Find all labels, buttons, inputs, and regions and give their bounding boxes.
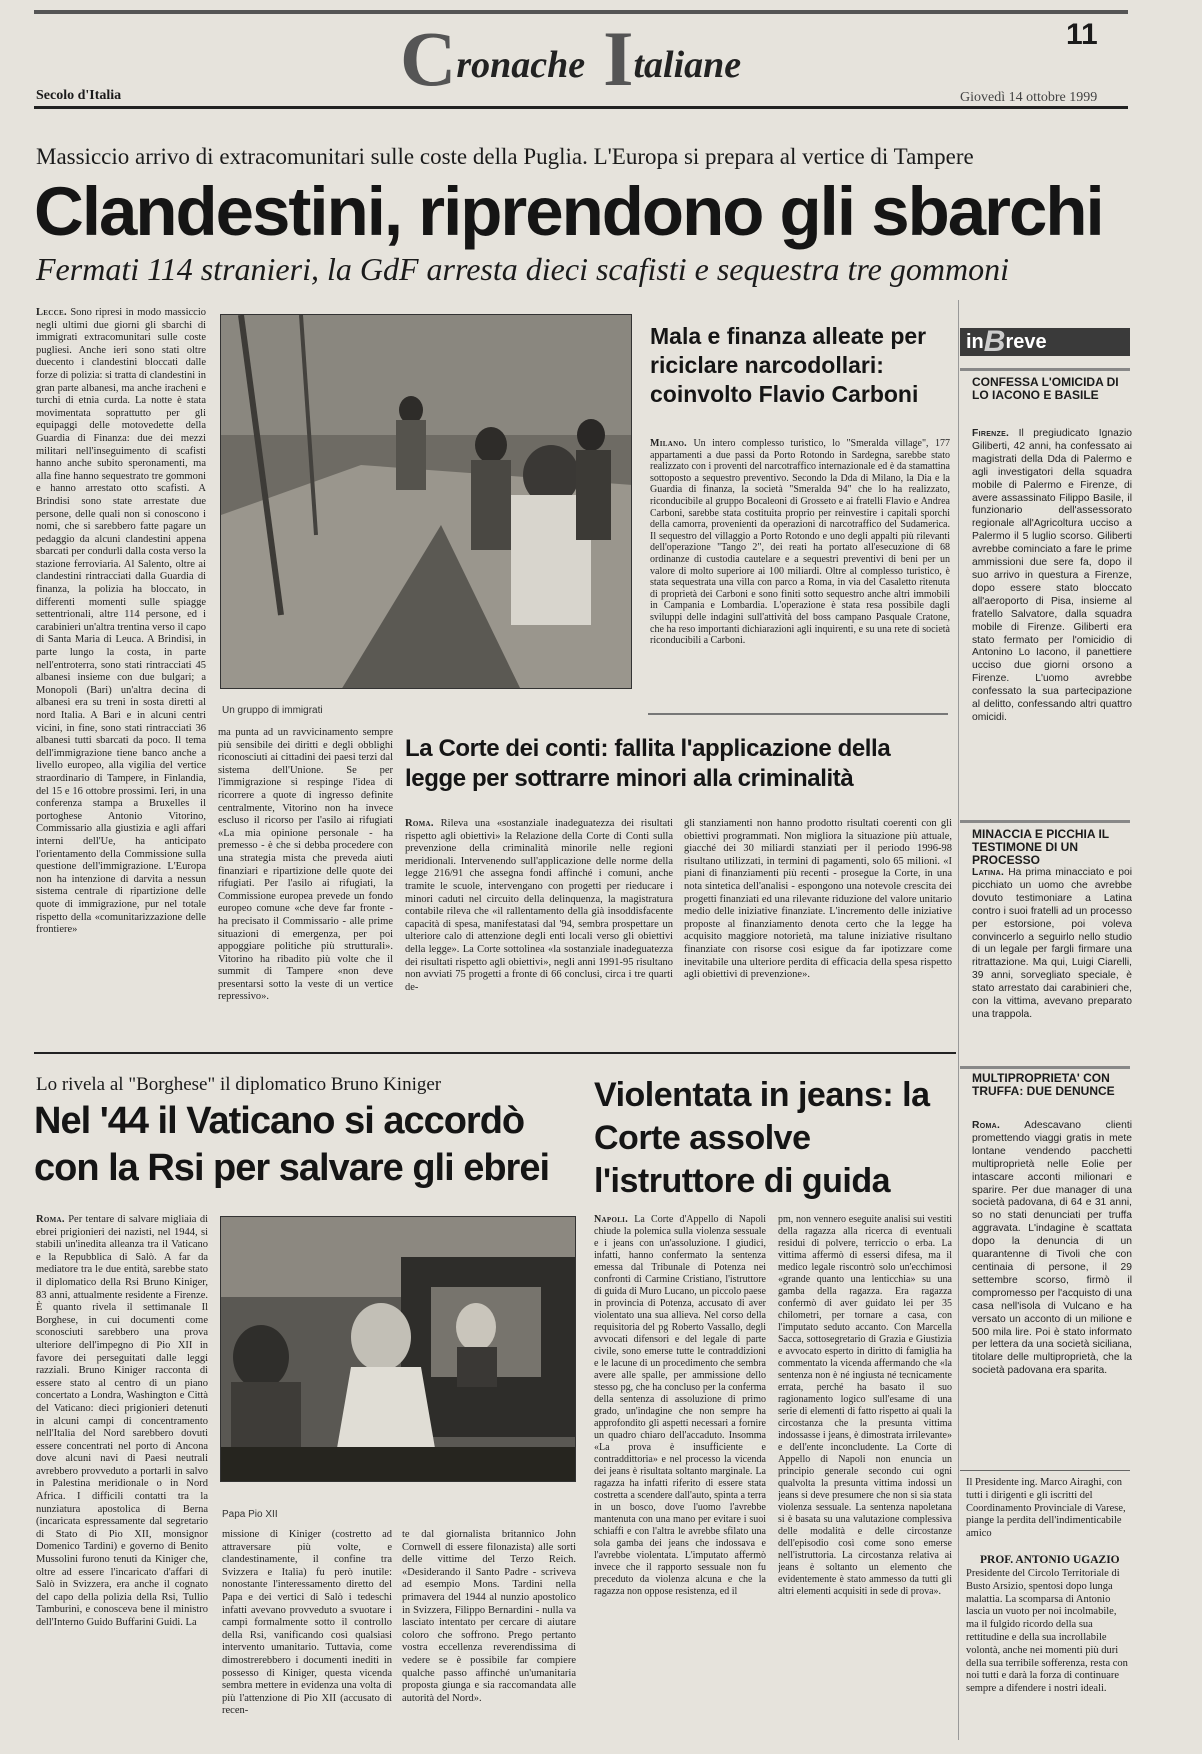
- section-title: [400, 14, 742, 102]
- section-word-1: ronache: [456, 44, 586, 86]
- brief-1-text: Il pregiudicato Ignazio Giliberti, 42 anni, ha confessato ai magistrati della Dda di Palermo e agli investigatori della squadra mobile di Palermo e Firenze, di avere assassinato Filippo Basile, il funzionario dell'assessorato regionale all'Agricoltura ucciso a Palermo il 5 luglio scorso. Giliberti avrebbe cominciato a fare le prime ammissioni due sere fa, dopo il suo arrivo in questura a Firenze, dopo essere stato bloccato all'aeroporto di Pisa, insieme al fratello Salvatore, dalla squadra mobile di Firenze. Giliberti era stato fermato per l'omicidio di Antonino Lo Iacono, il panettiere ucciso due giorni orsono a Firenze. L'uomo avrebbe confessato la sua partecipazione al delitto, confessando altri quattro omicidi.: [972, 428, 1132, 723]
- corte-column-1: [405, 818, 673, 1046]
- jeans-column-1: [594, 1214, 766, 1740]
- brief-3-text: Adescavano clienti promettendo viaggi gratis in mete lontane vendendo pacchetti multiproprietà nelle Eolie per intascare acconti milionari e sparire. Per due manager di una società padovana, di 64 e 31 anni, so no stati denunciati per truffa aggravata. L'indagine è scattata dopo la denuncia di un quarantenne di Tivoli che con centinaia di persone, il 29 settembre scorso, firmò il compromesso per l'acquisto di una casa nell'isola di Vulcano e ha versato un acconto di un milione e 500 mila lire. Poi è stato informato per lettera da una società siciliana, titolare delle multiproprietà, che la società padovana era sparita.: [972, 1120, 1132, 1377]
- section-word-2: taliane: [633, 44, 742, 86]
- brief-1-rule: [960, 820, 1130, 823]
- lead-body-2: ma punta ad un ravvicinamento sempre più sensibile dei diritti e degli obblighi riconosciuti ai cittadini dei paesi terzi dal sistema dell'Unione. Se per l'immigrazione si respinge l'idea di ricorrere a quote di ingresso definite centralmente, Vitorino non ha invece escluso il ricorso per l'asilo ai rifugiati «La mia opinione personale - ha premesso - è che si debba procedere con una strategia mista che preveda aiuti finanziari e ripartizione delle quote dei rifugiati. Per l'asilo ai rifugiati, la Commissione europea prevede un fondo europeo comune «che deve far fronte - ha precisato il Commissario - alle prime situazioni di emergenza, per poi appoggiare politiche più strutturali». Vitorino ha ribadito più volte che il summit di Tampere «non deve presentarsi sotto la veste di un vertice repressivo».: [218, 727, 393, 1003]
- masthead-rule: [34, 106, 1128, 109]
- lead-dateline: Lecce.: [36, 307, 67, 318]
- obituary-name: PROF. ANTONIO UGAZIO: [980, 1554, 1120, 1566]
- corte-body-2: gli stanziamenti non hanno prodotto risultati coerenti con gli obiettivi programmati. Non migliora la situazione più attuale, giacché dei 30 miliardi stanziati per il periodo 1996-98 risultano utilizzati, in termini di pagamenti, solo 65 milioni. «I piani di finanziamenti più recenti - prosegue la Corte, in una nota sintetica dell'analisi - espongono una notevole crescita dei progetti finanziati ed una rilevante riduzione del valore unitario medio delle iniziative finanziate. L'incremento delle iniziative proposte al finanziamento denota certo che la legge ha acquisito maggiore notorietà, ma talune iniziative risultano finanziate con risorse così esigue da far ipotizzare come inevitabile una ulteriore perdita di efficacia della spesa rispetto agli obiettivi di prevenzione».: [684, 818, 952, 981]
- lead-column-2: [218, 727, 393, 1045]
- brief-3-dateline: Roma.: [972, 1120, 1001, 1131]
- brief-2-body: [972, 867, 1132, 1061]
- jeans-dateline: Napoli.: [594, 1214, 628, 1225]
- lead-photo-caption: Un gruppo di immigrati: [222, 705, 323, 716]
- brief-2-text: Ha prima minacciato e poi picchiato un uomo che avrebbe dovuto testimoniare a Latina contro i suoi fratelli ad un processo per estorsione, poi voleva convincerlo a seguirlo nello studio di un legale per fargli firmare una ritrattazione. Ma qui, Luigi Ciarelli, 39 anni, sorvegliato speciale, è stato arrestato dai carabinieri che, con la vittima, avevano preparato una trappola.: [972, 867, 1132, 1020]
- corte-headline: La Corte dei conti: fallita l'applicazione della legge per sottrarre minori alla criminalità: [405, 735, 891, 792]
- brief-3-title: MULTIPROPRIETA' CON TRUFFA: DUE DENUNCE: [972, 1071, 1115, 1098]
- vaticano-body-3: te dal giornalista britannico John Cornwell di essere filonazista) alle sorti delle vittime del Terzo Reich. «Desiderando il Santo Padre - scriveva ad esempio Mons. Tardini nella primavera del 1944 al nunzio apostolico in Svizzera, Filippo Bernardini - nulla va lasciato intentato per cercare di aiutare coloro che soffrono. Prego pertanto vostra eccellenza reverendissima di vedere se è possibile far compiere qualche passo affinché un'umanitaria proposta giunga e sia raccomandata alle autorità del Nord».: [402, 1529, 576, 1704]
- mid-rule: [34, 1052, 956, 1054]
- vaticano-photo-caption: Papa Pio XII: [222, 1509, 278, 1520]
- brief-3-body: [972, 1120, 1132, 1446]
- carboni-text: Un intero complesso turistico, lo "Smeralda village", 177 appartamenti a due passi da Porto Rotondo in Sardegna, sarebbe stato realizzato con i proventi del narcotraffico internazionale ed è da stamattina sottoposto a sequestro preventivo. Secondo la Dda di Milano, la Dia e la Guardia di finanza, la società "Smeralda 94" che lo ha realizzato, riconducibile al gruppo Bocaleoni di Grosseto e ai fratelli Flavio e Andrea Carboni, sarebbe stata costituita proprio per reinvestire i capitali sporchi della camorra, provenienti da operazioni di narcotraffico del Sudamerica. Il sequestro del villaggio a Porto Rotondo e uno degli appalti più rilevanti dell'operazione "Tango 2", dei reati ha portato all'esecuzione di 68 ordinanze di custodia cautelare e a sequestri preventivi di beni per un valore di molto superiore ai 100 miliardi. Oltre al complesso turistico, è stata sequestrata una villa con parco a Roma, in via del Casaletto ritenuta di proprietà dei Carboni e sono finiti sotto sequestro anche altri immobili in Campania e Lombardia. L'operazione è stata resa possibile dagli sviluppi delle indagini sull'attività del boss campano Pasquale Cratone, che ha reso importanti dichiarazioni agli inquirenti, e su una rete di società riconducibili a Carboni.: [650, 438, 950, 647]
- vaticano-body-1: Per tentare di salvare migliaia di ebrei prigionieri dei nazisti, nel 1944, si stabilì un'inedita alleanza tra il Vaticano e la Repubblica di Salò. A far da mediatore tra le due entità, sarebbe stato il diplomatico della Rsi Bruno Kiniger, 83 anni, attualmente residente a Firenze. È quanto rivela il settimanale Il Borghese, in cui documenti come sconosciuti sarebbero una prova ulteriore dell'impegno di Pio XII in favore dei perseguitati dalle leggi razziali. Bruno Kiniger racconta di essere stato al centro di un piano concertato a Londra, Washington e Città del Vaticano: dieci prigionieri detenuti in alcuni campi di concentramento nell'Italia del Nord sarebbero dovuti essere concentrati nel porto di Ancona dove alcuni navi di Paesi neutrali avrebbero provveduto a portarli in salvo in Palestina meridionale o in Nord Africa. I difficili contatti tra la nunziatura apostolica di Berna (incaricata espressamente dal segretario di Stato di Pio XII, monsignor Domenico Tardini) e governo di Benito Mussolini furono tenuti da Kiniger che, oltre ad essere l'incaricato d'affari di Salò in Svizzera, era anche il cognato del capo della polizia della Rsi, Tullio Tamburini, e conosceva bene il ministro dell'Interno Guido Buffarini Guidi. La: [36, 1214, 208, 1628]
- vaticano-photo: [220, 1216, 576, 1482]
- vaticano-kicker: Lo rivela al "Borghese" il diplomatico Bruno Kiniger: [36, 1074, 442, 1095]
- vaticano-column-2: [222, 1529, 392, 1740]
- obituary-rule: [960, 1470, 1130, 1471]
- jeans-body-2: pm, non vennero eseguite analisi sui vestiti della ragazza alla ricerca di eventuali residui di polvere, terriccio o erba. La vittima affermò di essersi difesa, ma il medico legale riscontrò solo un'ecchimosi «grande quanto una lenticchia» su una gamba della ragazza. Era ragazza confermò di aver guidato lei per 35 chilometri, per tornare a casa, con l'imputato seduto accanto. Con Marcella Sacca, sottosegretario di Grazia e Giustizia e avvocato esperto in diritto di famiglia ha commentato la vicenda affermando che «la sentenza non è né ingiusta né tecnicamente errata, perché ha basato il suo ragionamento logico sull'esame di una serie di elementi di fatto rispetto ai quali la circostanza che la presunta vittima indossasse i jeans, è dimostrata irrilevante» e dell'ente inconcludente. La Corte di Appello di Napoli non enuncia un principio generale secondo cui ogni qualvolta la presunta vittima indossi un jeans si deve presumere che non si sia stata violenza sessuale. La sentenza napoletana si è basata su una valutazione complessiva delle modalità e delle circostanze dell'episodio così come sono emerse nell'istruttoria. La circostanza relativa ai jeans è soltanto un elemento che evidentemente è stato ammesso da tutti gli altri elementi acquisiti in sede di prova».: [778, 1214, 952, 1597]
- obituary-body: Presidente del Circolo Territoriale di Busto Arsizio, spentosi dopo lunga malattia. La scomparsa di Antonio lascia un vuoto per noi incolmabile, ma il fulgido ricordo della sua rettitudine e della sua incrollabile volontà, anche nei momenti più duri della sua terribile sofferenza, resta con noi tutti e darà la forza di continuare sempre a difendere i nostri ideali.: [966, 1568, 1128, 1695]
- jeans-body-1: La Corte d'Appello di Napoli chiude la polemica sulla violenza sessuale e i jeans con un'assoluzione. I giudici, infatti, hanno confermato la sentenza emessa dal Tribunale di Potenza nei confronti di Carmine Cristiano, l'istruttore di guida di Muro Lucano, un piccolo paese in provincia di Potenza, accusato di aver violentato una sua allieva. Nel corso della requisitoria del pg Roberto Vassallo, degli avvocati difensori e del legale di parte civile, sono emerse tutte le contraddizioni e le lacune di un procedimento che sembra avere alle spalle, per ammissione dello stesso pg, che ha concluso per la conferma della sentenza di assoluzione di primo grado, un'indagine che non sempre ha approfondito gli aspetti necessari a fornire un quadro chiaro dell'accaduto. Insomma «La prova è insufficiente e contraddittoria» e nel processo la vicenda dei jeans è risultata soltanto marginale. La ragazza ha infatti riferito di essere stata costretta a scendere dall'auto, spinta a terra in un bosco, dove l'uomo l'avrebbe mantenuta con una mano per evitare i suoi schiaffi e con l'altra le avrebbe sfilato una sola gamba dei jeans che indossava e l'avrebbe violentata. L'imputato affermò invece che il rapporto sessuale non fu preceduto da violenza alcuna e che la ragazza non oppose resistenza, ed il: [594, 1214, 766, 1597]
- in-breve-label: [960, 325, 1130, 358]
- lead-kicker: Massiccio arrivo di extracomunitari sulle coste della Puglia. L'Europa si prepara al vertice di Tampere: [36, 144, 974, 169]
- jeans-headline: Violentata in jeans: la Corte assolve l'istruttore di guida: [594, 1076, 930, 1200]
- jeans-column-2: [778, 1214, 952, 1740]
- carboni-body: [650, 438, 950, 706]
- vaticano-body-2: missione di Kiniger (costretto ad attraversare più volte, e clandestinamente, il confine tra Svizzera e Italia) fu però inutile: nonostante l'interessamento diretto del Papa e dei vertici di Salò i tedeschi infatti avevano provveduto a svuotare i campi formalmente sotto il controllo della Rsi, vanificando così qualsiasi intervento umanitario. Tuttavia, come dimostrerebbero i documenti inediti in possesso di Kiniger, questa vicenda sembra mettere in evidenza una volta di più l'attenzione di Pio XII (accusato di recen-: [222, 1529, 392, 1717]
- pope-photo-illustration: [221, 1217, 576, 1482]
- corte-dateline: Roma.: [405, 818, 434, 829]
- in-breve-in: in: [966, 331, 984, 353]
- lead-column-1: [36, 307, 206, 1045]
- section-cap-c: C: [400, 15, 457, 102]
- carboni-rule: [648, 713, 948, 715]
- lead-subhead: Fermati 114 stranieri, la GdF arresta dieci scafisti e sequestra tre gommoni: [36, 251, 1009, 287]
- brief-2-rule: [960, 1066, 1130, 1069]
- lead-body-1: Sono ripresi in modo massiccio negli ultimi due giorni gli sbarchi di immigrati extracomunitari sulle coste pugliesi. Anche ieri sono stati oltre duecento i clandestini bloccati dalle forze di polizia: si tratta di clandestini in gran parte albanesi, ma anche iracheni e turchi di etnia curda. La notte è stata movimentata soprattutto per gli equipaggi delle motovedette della Guardia di Finanza: due dei mezzi militari nell'inseguimento di scafisti hanno anche subito speronamenti, ma alla fine hanno sequestrato tre gommoni e hanno arrestato otto scafisti. A Brindisi sono state arrestate due persone, delle quali non si conoscono i nomi, che si sarebbero fatte pagare un pedaggio da alcuni clandestini appena sbarcati per condurli dalla costa verso la stazione ferroviaria. Al Salento, oltre ai clandestini rintracciati dalla Guardia di finanza, la polizia ha bloccato, in differenti momenti sulle spiagge settentrionali, altre 114 persone, ed i carabinieri un'altra trentina verso il capo di Santa Maria di Leuca. A Brindisi, in parte lungo la costa, in parte nell'entroterra, sono stati rintracciati 45 albanesi insieme con due bulgari; a Monopoli (Bari) un'altra decina di albanesi era su treni in sosta diretti al nord Italia. A Bari e in alcuni centri vicini, in fine, sono stati rintracciati 36 albanesi tutti sbarcati da poco. Il tema dell'immigrazione tiene banco anche a livello europeo, alla vigilia del vertice straordinario di Tampere, in Finlandia, del 15 e 16 ottobre prossimi. Ieri, in una conferenza stampa a Bruxelles il portoghese Antonio Vitorino, Commissario alla giustizia e agli affari interni dell'Ue, ha anticipato l'orientamento della Commissione sulla questione dell'immigrazione. L'Europa non ha intenzione di darvita a nessun sistema centrale di ripartizione delle quote di immigrazione, pur nel totale rispetto della «comunitarizzazione delle frontiere»: [36, 307, 206, 936]
- in-breve-rest: reve: [1005, 331, 1047, 353]
- paper-name: Secolo d'Italia: [36, 88, 122, 103]
- corte-column-2: [684, 818, 952, 1046]
- carboni-dateline: Milano.: [650, 438, 687, 449]
- page-number: 11: [1066, 18, 1098, 51]
- sidebar-divider: [958, 300, 959, 1740]
- lead-photo: [220, 314, 632, 689]
- immigrants-photo-illustration: [221, 315, 632, 689]
- brief-2-dateline: Latina.: [972, 867, 1005, 878]
- section-cap-i: I: [603, 15, 634, 102]
- brief-1-dateline: Firenze.: [972, 428, 1010, 439]
- carboni-headline: Mala e finanza alleate per riciclare narcodollari: coinvolto Flavio Carboni: [650, 323, 927, 407]
- issue-date: Giovedì 14 ottobre 1999: [960, 90, 1098, 105]
- vaticano-headline: Nel '44 il Vaticano si accordò con la Rsi per salvare gli ebrei: [34, 1100, 550, 1189]
- obituary-intro: Il Presidente ing. Marco Airaghi, con tutti i dirigenti e gli iscritti del Coordinamento Provinciale di Varese, piange la perdita dell'indimenticabile amico: [966, 1477, 1126, 1540]
- brief-1-title: CONFESSA L'OMICIDA DI LO IACONO E BASILE: [972, 375, 1119, 402]
- in-breve-b: B: [983, 325, 1006, 358]
- brief-1-body: [972, 428, 1132, 816]
- vaticano-column-3: [402, 1529, 576, 1740]
- brief-2-title: MINACCIA E PICCHIA IL TESTIMONE DI UN PROCESSO: [972, 827, 1109, 867]
- in-breve-rule: [960, 368, 1130, 371]
- vaticano-dateline: Roma.: [36, 1214, 65, 1225]
- corte-body-1: Rileva una «sostanziale inadeguatezza dei risultati rispetto agli obiettivi» la Relazione della Corte di Conti sulla prevenzione della criminalità minorile nelle regioni meridionali. Intervenendo sull'applicazione delle norme della legge 216/91 che assegna fondi affinché i comuni, anche tramite le scuole, intervengano con progetti per rieducare i minori caduti nel circuito della delinquenza, la magistratura contabile rileva che «il rallentamento della già insoddisfacente capacità di spesa, manifestatasi dal '94, sembra prospettare un ulteriore calo di attenzione degli enti locali verso gli obiettivi della legge». La Corte sottolinea «la sostanziale inadeguatezza dei risultati rispetto agli obiettivi», negli anni 1991-95 risultano non avviati 75 progetti a fronte di 66 conclusi, circa i tre quarti de-: [405, 818, 673, 993]
- lead-headline: Clandestini, riprendono gli sbarchi: [34, 173, 1103, 250]
- vaticano-column-1: [36, 1214, 208, 1740]
